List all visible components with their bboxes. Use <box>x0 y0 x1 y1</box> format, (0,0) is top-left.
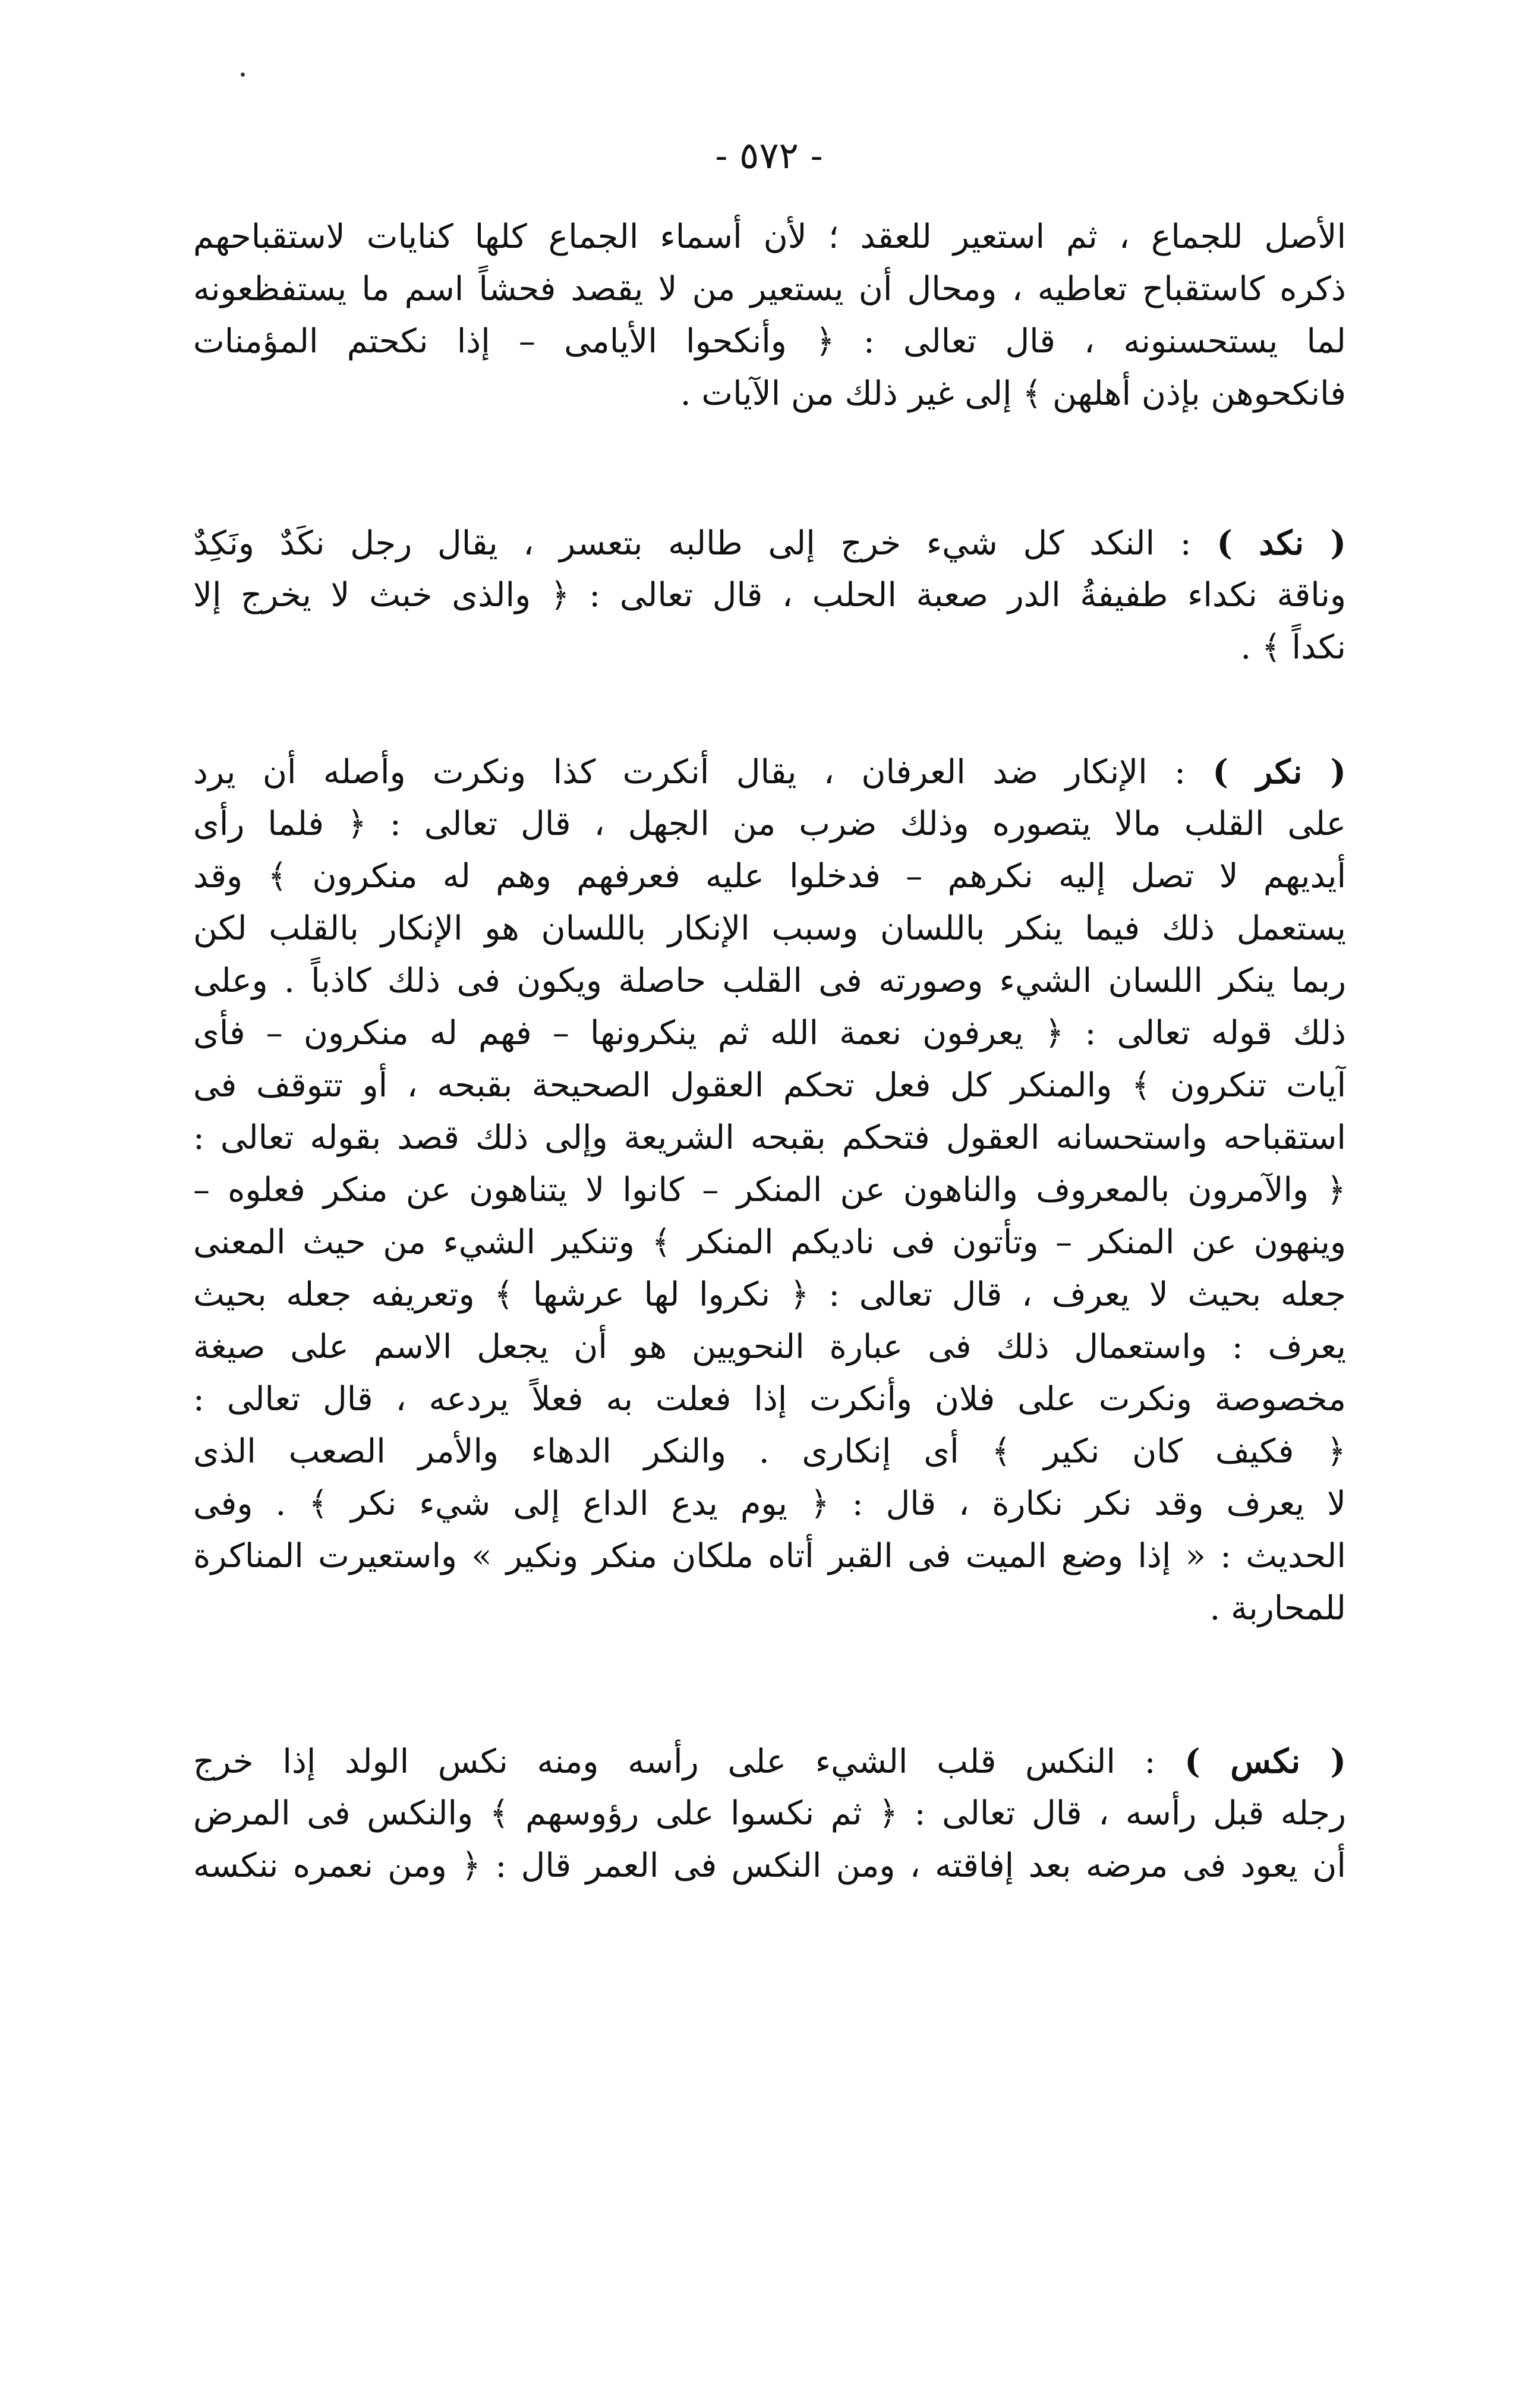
text-line: وناقة نكداء طفيفةُ الدر صعبة الحلب ، قال تعالى : ﴿ والذى خبث لا يخرج إلا <box>193 576 1346 614</box>
scan-speck <box>241 73 245 77</box>
text-line: لا يعرف وقد نكر نكارة ، قال : ﴿ يوم يدع الداع إلى شيء نكر ﴾ . وفى <box>193 1484 1346 1523</box>
entry-head-line: ( نكس ) : النكس قلب الشيء على رأسه ومنه نكس الولد إذا خرج <box>193 1742 1346 1781</box>
text-line: آيات تنكرون ﴾ والمنكر كل فعل تحكم العقول الصحيحة بقبحه ، أو تتوقف فى <box>193 1066 1346 1105</box>
entry-nks <box>193 1735 1346 1892</box>
text-line: لما يستحسنونه ، قال تعالى : ﴿ وأنكحوا الأيامى – إذا نكحتم المؤمنات <box>193 322 1346 361</box>
text-line: ﴿ فكيف كان نكير ﴾ أى إنكارى . والنكر الدهاء والأمر الصعب الذى <box>193 1432 1346 1471</box>
entry-nkd <box>193 517 1346 674</box>
text-line: ربما ينكر اللسان الشيء وصورته فى القلب حاصلة ويكون فى ذلك كاذباً . وعلى <box>193 962 1346 1000</box>
text-line: ذكره كاستقباح تعاطيه ، ومحال أن يستعير من لا يقصد فحشاً اسم ما يستفظعونه <box>193 270 1346 308</box>
entry-headword: ( نكر ) <box>1212 752 1346 792</box>
text-line: يستعمل ذلك فيما ينكر باللسان وسبب الإنكار باللسان هو الإنكار بالقلب لكن <box>193 909 1346 948</box>
text-line: الحديث : « إذا وضع الميت فى القبر أتاه ملكان منكر ونكير » واستعيرت المناكرة <box>193 1537 1346 1575</box>
text-line: مخصوصة ونكرت على فلان وأنكرت إذا فعلت به فعلاً يردعه ، قال تعالى : <box>193 1380 1346 1419</box>
text-line: نكداً ﴾ . <box>1240 628 1346 667</box>
text-line: فانكحوهن بإذن أهلهن ﴾ إلى غير ذلك من الآيات . <box>680 374 1346 413</box>
entry-headword: ( نكس ) <box>1184 1742 1346 1781</box>
text-line: أن يعود فى مرضه بعد إفاقته ، ومن النكس فى العمر قال : ﴿ ومن نعمره ننكسه <box>193 1846 1346 1885</box>
text-line: أيديهم لا تصل إليه نكرهم – فدخلوا عليه فعرفهم وهم له منكرون ﴾ وقد <box>193 857 1346 896</box>
text-line: استقباحه واستحسانه العقول فتحكم بقبحه الشريعة وإلى ذلك قصد بقوله تعالى : <box>193 1118 1346 1157</box>
entry-head-line: ( نكد ) : النكد كل شيء خرج إلى طالبه بتعسر ، يقال رجل نكَدٌ ونَكِدٌ <box>193 524 1346 563</box>
text-line: رجله قبل رأسه ، قال تعالى : ﴿ ثم نكسوا على رؤوسهم ﴾ والنكس فى المرض <box>193 1794 1346 1833</box>
paragraph-intro <box>193 211 1346 420</box>
text-line: يعرف : واستعمال ذلك فى عبارة النحويين هو أن يجعل الاسم على صيغة <box>193 1328 1346 1366</box>
entry-head-line: ( نكر ) : الإنكار ضد العرفان ، يقال أنكرت كذا ونكرت وأصله أن يرد <box>193 752 1346 792</box>
page-number: - ٥٧٢ - <box>715 134 823 177</box>
entry-nkr <box>193 746 1346 1635</box>
text-line: للمحاربة . <box>1209 1589 1346 1628</box>
text-line: ﴿ والآمرون بالمعروف والناهون عن المنكر – كانوا لا يتناهون عن منكر فعلوه – <box>193 1171 1346 1209</box>
text-line: جعله بحيث لا يعرف ، قال تعالى : ﴿ نكروا لها عرشها ﴾ وتعريفه جعله بحيث <box>193 1275 1346 1314</box>
text-line: الأصل للجماع ، ثم استعير للعقد ؛ لأن أسماء الجماع كلها كنايات لاستقباحهم <box>193 218 1346 256</box>
text-line: على القلب مالا يتصوره وذلك ضرب من الجهل ، قال تعالى : ﴿ فلما رأى <box>193 805 1346 843</box>
text-line: ذلك قوله تعالى : ﴿ يعرفون نعمة الله ثم ينكرونها – فهم له منكرون – فأى <box>193 1014 1346 1052</box>
entry-headword: ( نكد ) <box>1216 524 1346 563</box>
text-line: وينهون عن المنكر – وتأتون فى ناديكم المنكر ﴾ وتنكير الشيء من حيث المعنى <box>193 1223 1346 1262</box>
